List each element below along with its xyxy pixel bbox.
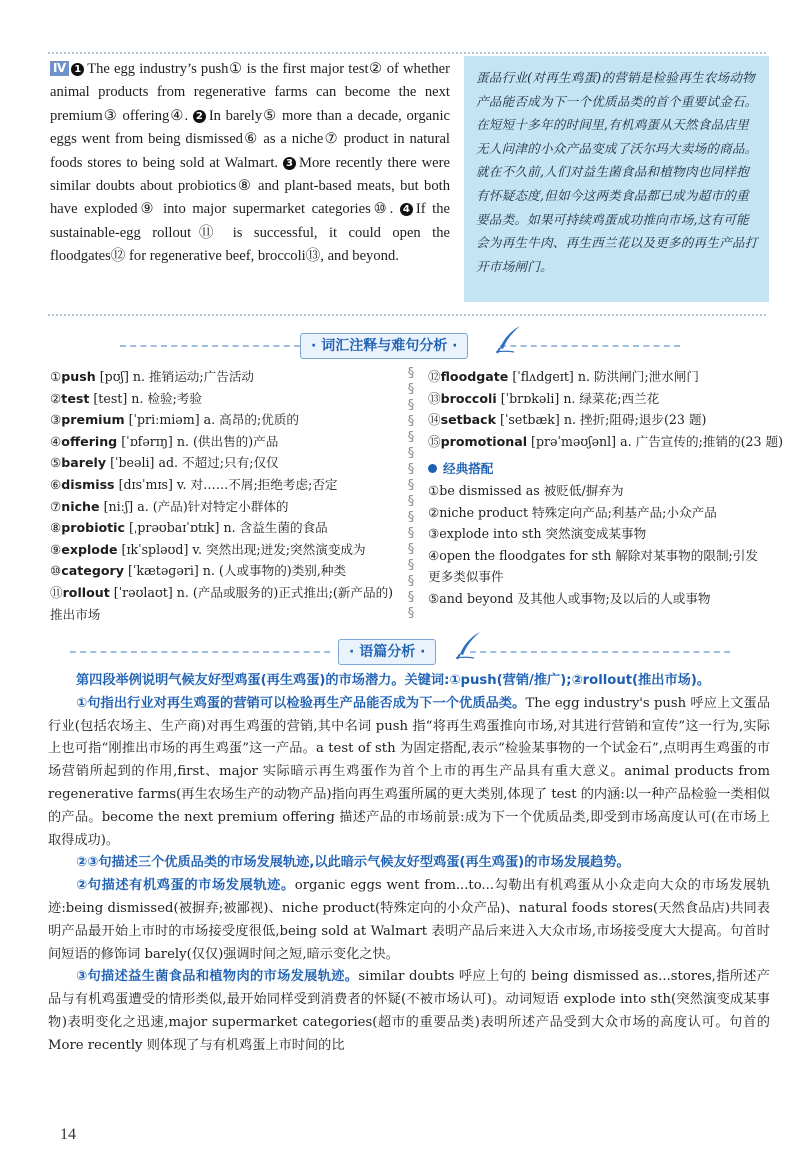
vocab-item: ⑫floodgate [ˈflʌdɡeɪt] n. 防洪闸门;泄水闸门 [428, 369, 699, 384]
analysis-lead: 第四段举例说明气候友好型鸡蛋(再生鸡蛋)的市场潜力。关键词:①push(营销/推广);②rollout(推出市场)。 [76, 673, 711, 688]
column-divider-chain: § § § § § § § § § § § § § § § § [407, 366, 415, 621]
sentence-number: 2 [193, 110, 206, 123]
collocation-item: ④open the floodgates for sth 解除对某事物的限制;引发更多类似事件 [428, 547, 758, 585]
analysis-paragraph: ①句指出行业对再生鸡蛋的营销可以检验再生产品能否成为下一个优质品类。The egg industry's push 呼应上文蛋品行业(包括农场主、生产商)对再生鸡蛋的营销,其中名词 push 指“将再生鸡蛋推向市场,对其进行营销和宣传”这一行为,实际上也可指“刚推出市场的再生鸡蛋”这一产品。a test of sth 为固定搭配,表示“检验某事物的一个试金石”,点明再生鸡蛋的市场营销所起到的作用,first、major 实际暗示再生鸡蛋作为首个上市的再生产品具有重大意义。animal products from regenerative farms(再生农场生产的动物产品)指向再生鸡蛋所属的更大类别,体现了 test 的内涵:以一种产品检验一类相似的产品。become the next premium offering 描述产品的市场前景:成为下一个优质品类,即受到市场高度认可(在市场上取得成功)。 [48, 695, 771, 848]
collocation-heading: 经典搭配 [428, 458, 768, 480]
header-dash-left [120, 345, 300, 347]
collocation-item: ②niche product 特殊定向产品;利基产品;小众产品 [428, 504, 717, 520]
vocab-item: ⑩category [ˈkætəɡəri] n. (人或事物的)类别,种类 [50, 563, 347, 579]
sentence-3: More recently there were similar doubts about probiotics⑧ and plant-based meats, but both have exploded⑨ into major supermarket categories⑩. [50, 154, 450, 218]
analysis-paragraph: ③句描述益生菌食品和植物肉的市场发展轨迹。similar doubts 呼应上句的 being dismissed as...stores,指所述产品与有机鸡蛋遭受的情形类似,最开始同样受到消费者的怀疑(不被市场认可)。动词短语 explode into sth(突然演变成某事物)表明变化之迅速,major supermarket categories(超市的重要品类)表明所述产品受到大众市场的高度认可。句首的 More recently 则体现了与有机鸡蛋上市时间的比 [48, 969, 770, 1053]
vocab-item: ⑤barely [ˈbeəli] ad. 不超过;只有;仅仅 [50, 455, 279, 471]
vocab-item: ⑨explode [ɪkˈspləʊd] v. 突然出现;迸发;突然演变成为 [50, 541, 366, 557]
translation-box: 蛋品行业(对再生鸡蛋)的营销是检验再生农场动物产品能否成为下一个优质品类的首个重要试金石。在短短十多年的时间里,有机鸡蛋从天然食品店里无人问津的小众产品变成了沃尔玛大卖场的商品。就在不久前,人们对益生菌食品和植物肉也同样抱有怀疑态度,但如今这两类食品都已成为超市的重要品类。如果可持续鸡蛋成功推向市场,这有可能会为再生牛肉、再生西兰花以及更多的再生产品打开市场闸门。 [464, 56, 769, 302]
vocab-item: ⑦niche [niːʃ] a. (产品)针对特定小群体的 [50, 498, 289, 514]
passage-divider [48, 314, 766, 316]
paragraph-tag: Ⅳ [50, 61, 69, 76]
analysis-paragraph: ②句描述有机鸡蛋的市场发展轨迹。organic eggs went from...to...勾勒出有机鸡蛋从小众走向大众的市场发展轨迹:being dismissed(被摒弃;被鄙视)、niche product(特殊定向的小众产品)、natural foods stores(天然食品店)共同表明产品最开始上市时的市场接受度很低,being sold at Walmart 表明产品后来进入大众市场,市场接受度大大提高。句首时间短语的修饰词 barely(仅仅)强调时间之短,暗示变化之快。 [48, 878, 770, 962]
sentence-number: 4 [400, 203, 413, 216]
header-dash-right [500, 345, 680, 347]
vocab-list-left [50, 366, 400, 625]
vocab-item: ②test [test] n. 检验;考验 [50, 390, 203, 406]
analysis-section-header: · 语篇分析 · [338, 639, 436, 665]
top-divider [48, 52, 766, 54]
quill-icon [454, 630, 482, 660]
bullet-icon [428, 464, 437, 473]
sentence-4: If the sustainable-egg rollout⑪ is successful, it could open the floodgates⑫ for regenerative beef, broccoli⑬, and beyond. [50, 201, 450, 265]
sentence-number: 1 [71, 63, 84, 76]
sentence-1: The egg industry’s push① is the first major test② of whether animal products from regenerative farms can become the next premium③ offering④. [50, 61, 450, 124]
vocab-item: ⑪rollout [ˈrəʊlaʊt] n. (产品或服务的)正式推出;(新产品的)推出市场 [50, 584, 394, 622]
vocab-section-header: · 词汇注释与难句分析 · [300, 333, 468, 359]
vocab-item: ⑧probiotic [ˌprəʊbaɪˈɒtɪk] n. 含益生菌的食品 [50, 520, 328, 536]
vocab-list-right [428, 366, 784, 610]
vocab-item: ⑭setback [ˈsetbæk] n. 挫折;阻碍;退步(23 题) [428, 412, 707, 428]
vocab-item: ④offering [ˈɒfərɪŋ] n. (供出售的)产品 [50, 433, 279, 449]
collocation-item: ③explode into sth 突然演变成某事物 [428, 526, 647, 542]
vocab-item: ③premium [ˈpriːmiəm] a. 高昂的;优质的 [50, 412, 299, 428]
quill-icon [494, 324, 522, 354]
analysis-subtitle: ②③句描述三个优质品类的市场发展轨迹,以此暗示气候友好型鸡蛋(再生鸡蛋)的市场发展趋势。 [76, 855, 630, 871]
vocab-item: ①push [pʊʃ] n. 推销运动;广告活动 [50, 369, 255, 384]
collocation-item: ⑤and beyond 及其他人或事物;及以后的人或事物 [428, 590, 711, 606]
vocab-item: ⑮promotional [prəˈməʊʃənl] a. 广告宣传的;推销的(23 题) [428, 433, 784, 449]
sentence-2: In barely⑤ more than a decade, organic eggs went from being dismissed⑥ as a niche⑦ product in natural foods stores to being sold at Walmart. [50, 107, 450, 171]
page-number: 14 [60, 1126, 76, 1143]
collocation-item: ①be dismissed as 被贬低/摒弃为 [428, 482, 624, 498]
header-dash-right [470, 651, 730, 653]
vocab-item: ⑥dismiss [dɪsˈmɪs] v. 对……不屑;拒绝考虑;否定 [50, 476, 338, 492]
analysis-body [48, 670, 770, 1058]
passage-text [50, 58, 450, 269]
sentence-number: 3 [283, 157, 296, 170]
header-dash-left [70, 651, 330, 653]
vocab-item: ⑬broccoli [ˈbrɒkəli] n. 绿菜花;西兰花 [428, 390, 660, 406]
